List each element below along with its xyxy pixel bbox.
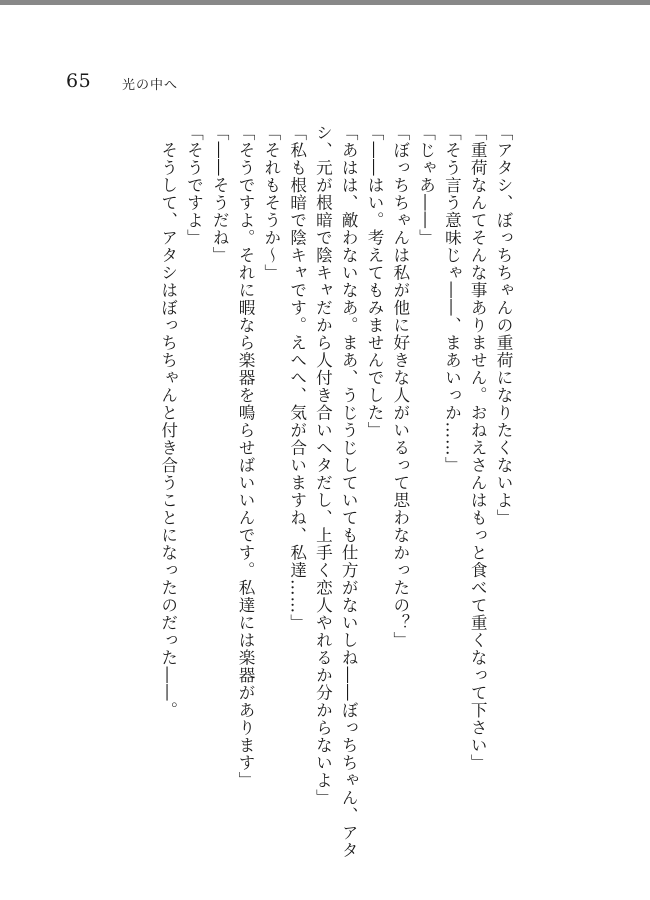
text-line: 「そう言う意味じゃ――、まあいっか……」	[442, 124, 462, 474]
text-line: 「じゃあ――」	[416, 124, 436, 247]
page-number: 65	[66, 70, 92, 92]
text-line: シ、元が根暗で陰キャだから人付き合いヘタだし、上手く恋人やれるか分からないよ」	[313, 124, 333, 807]
chapter-title: 光の中へ	[122, 78, 179, 93]
text-line: そうして、アタシはぼっちちゃんと付き合うことになったのだった――。	[158, 124, 178, 719]
text-line: 「それもそうか～」	[261, 124, 281, 282]
text-line: 「――はい。考えてもみませんでした」	[365, 124, 385, 439]
top-border	[0, 0, 650, 5]
text-line: 「――そうだね」	[210, 124, 230, 264]
text-line: 「ぼっちちゃんは私が他に好きな人がいるって思わなかったの？」	[390, 124, 410, 649]
vertical-body-text	[118, 124, 516, 859]
text-line: 「アタシ、ぼっちちゃんの重荷になりたくないよ」	[494, 124, 513, 527]
text-line: 「そうですよ。それに暇なら楽器を鳴らせばいいんです。私達には楽器があります」	[236, 124, 256, 789]
text-line: 「あはは、敵わないなあ。まあ、うじうじしていても仕方がないしね――ぼっちちゃん、アタ	[339, 124, 359, 859]
text-line: 「そうですよ」	[184, 124, 204, 247]
text-line: 「重荷なんてそんな事ありません。おねえさんはもっと食べて重くなって下さい」	[468, 124, 488, 772]
text-line: 「私も根暗で陰キャです。えへへ、気が合いますね、私達……」	[287, 124, 307, 632]
